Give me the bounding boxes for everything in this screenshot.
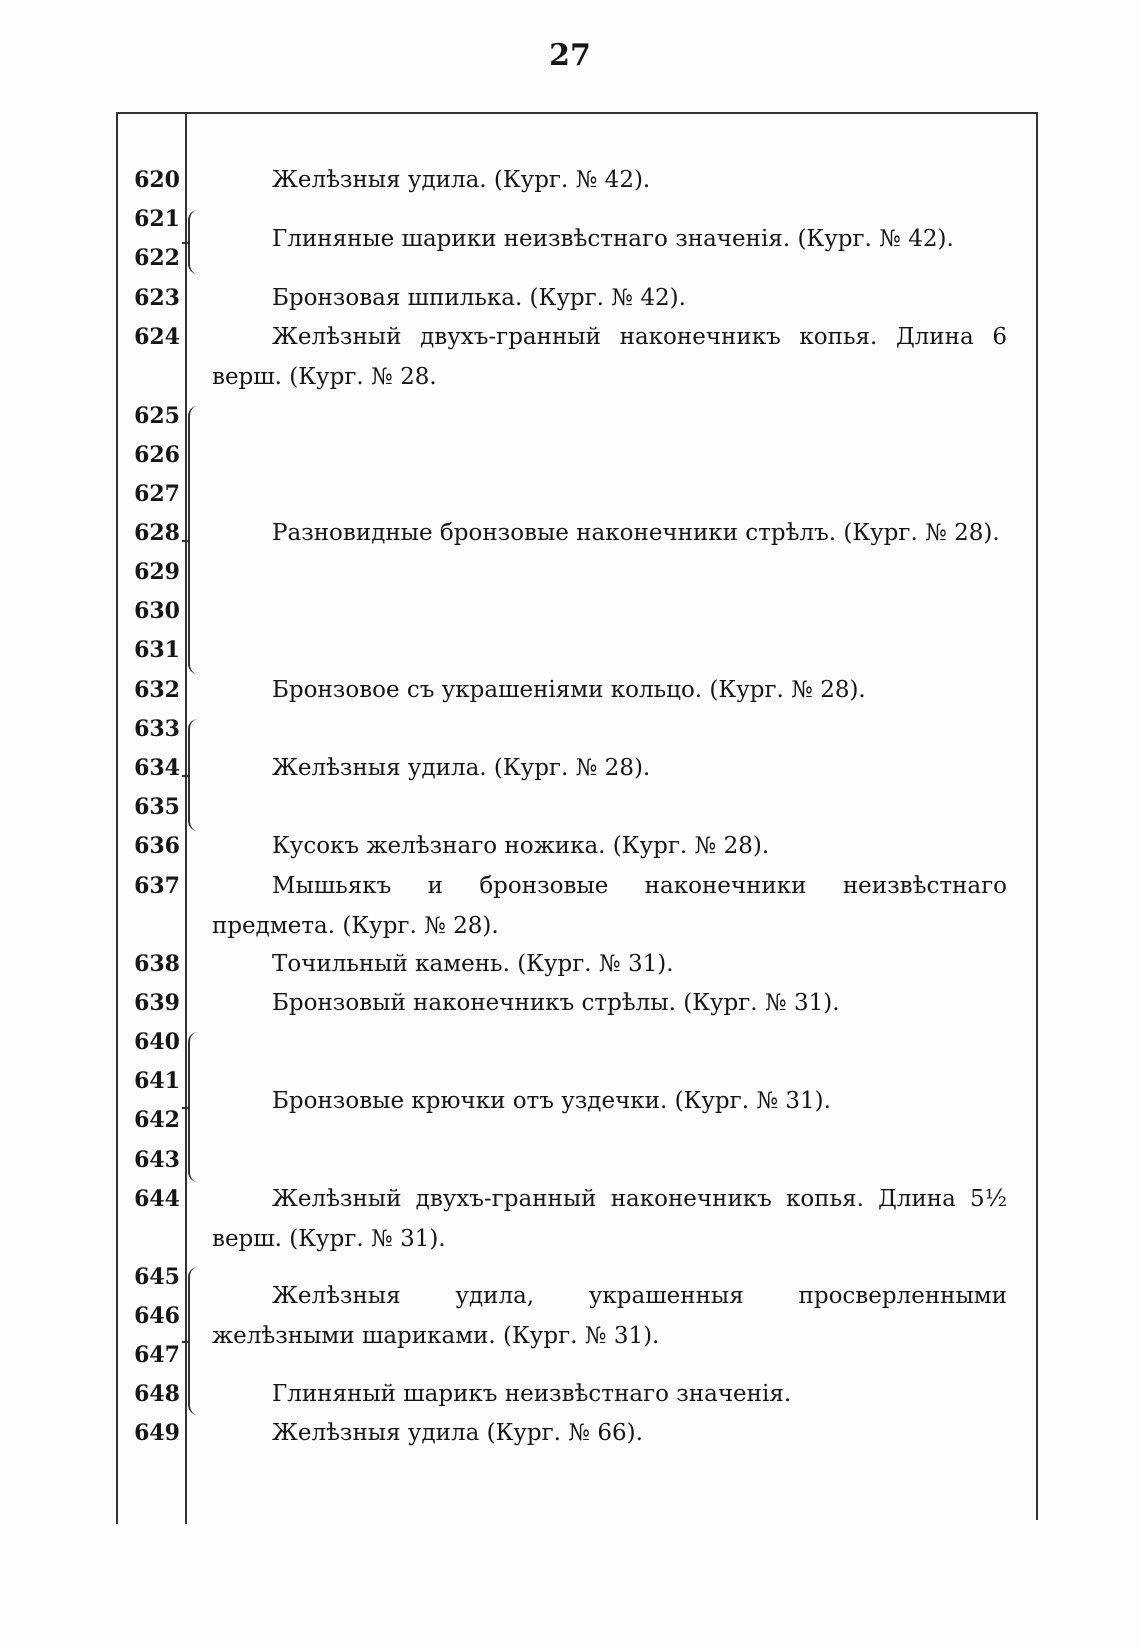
catalog-entry: Глиняный шарикъ неизвѣстнаго значенія. xyxy=(272,1381,792,1407)
catalog-entry: Желѣзныя удила, украшенныя просверленными желѣзными шариками. (Кург. № 31). xyxy=(212,1283,1007,1349)
catalog-entry: Бронзовый наконечникъ стрѣлы. (Кург. № 31). xyxy=(272,990,840,1016)
item-number: 637 xyxy=(134,873,180,899)
catalog-entry: Точильный камень. (Кург. № 31). xyxy=(272,951,674,977)
item-number: 643 xyxy=(134,1147,180,1173)
item-number: 635 xyxy=(134,794,180,820)
item-number: 640 xyxy=(134,1029,180,1055)
item-number: 621 xyxy=(134,206,180,232)
catalog-entry: Кусокъ желѣзнаго ножика. (Кург. № 28). xyxy=(272,833,770,859)
item-number: 623 xyxy=(134,285,180,311)
item-number: 622 xyxy=(134,245,180,271)
item-number: 632 xyxy=(134,677,180,703)
group-brace xyxy=(188,406,204,674)
catalog-entry: Желѣзныя удила (Кург. № 66). xyxy=(272,1420,643,1446)
catalog-entry: Бронзовые крючки отъ уздечки. (Кург. № 31). xyxy=(272,1088,831,1114)
item-number: 633 xyxy=(134,716,180,742)
left-rule xyxy=(116,112,118,1524)
item-number: 636 xyxy=(134,833,180,859)
item-number: 628 xyxy=(134,520,180,546)
group-brace xyxy=(188,1032,204,1182)
item-number: 625 xyxy=(134,403,180,429)
item-number: 646 xyxy=(134,1303,180,1329)
item-number: 642 xyxy=(134,1107,180,1133)
item-number: 645 xyxy=(134,1264,180,1290)
group-brace xyxy=(188,719,204,831)
right-rule xyxy=(1036,112,1038,1520)
item-number: 629 xyxy=(134,559,180,585)
catalog-entry: Желѣзныя удила. (Кург. № 42). xyxy=(272,167,651,193)
group-brace xyxy=(188,210,204,274)
item-number: 639 xyxy=(134,990,180,1016)
item-number: 648 xyxy=(134,1381,180,1407)
item-number: 626 xyxy=(134,442,180,468)
catalog-entry: Глиняные шарики неизвѣстнаго значенія. (Кург. № 42). xyxy=(272,226,954,252)
number-column-rule xyxy=(185,112,187,1524)
catalog-entry: Желѣзный двухъ-гранный наконечникъ копья. Длина 6 верш. (Кург. № 28. xyxy=(212,324,1007,390)
item-number: 631 xyxy=(134,637,180,663)
item-number: 649 xyxy=(134,1420,180,1446)
item-number: 634 xyxy=(134,755,180,781)
item-number: 644 xyxy=(134,1186,180,1212)
item-number: 620 xyxy=(134,167,180,193)
group-brace xyxy=(188,1267,204,1415)
item-number: 647 xyxy=(134,1342,180,1368)
item-number: 624 xyxy=(134,324,180,350)
catalog-entry: Желѣзныя удила. (Кург. № 28). xyxy=(272,755,651,781)
page-number: 27 xyxy=(549,38,591,73)
catalog-entry: Мышьякъ и бронзовые наконечники неизвѣстнаго предмета. (Кург. № 28). xyxy=(212,873,1007,939)
item-number: 641 xyxy=(134,1068,180,1094)
catalog-entry: Желѣзный двухъ-гранный наконечникъ копья. Длина 5½ верш. (Кург. № 31). xyxy=(212,1186,1007,1252)
catalog-entry: Бронзовая шпилька. (Кург. № 42). xyxy=(272,285,686,311)
catalog-entry: Разновидные бронзовые наконечники стрѣлъ. (Кург. № 28). xyxy=(272,520,1000,546)
item-number: 638 xyxy=(134,951,180,977)
item-number: 630 xyxy=(134,598,180,624)
catalog-entry: Бронзовое съ украшеніями кольцо. (Кург. № 28). xyxy=(272,677,866,703)
item-number: 627 xyxy=(134,481,180,507)
